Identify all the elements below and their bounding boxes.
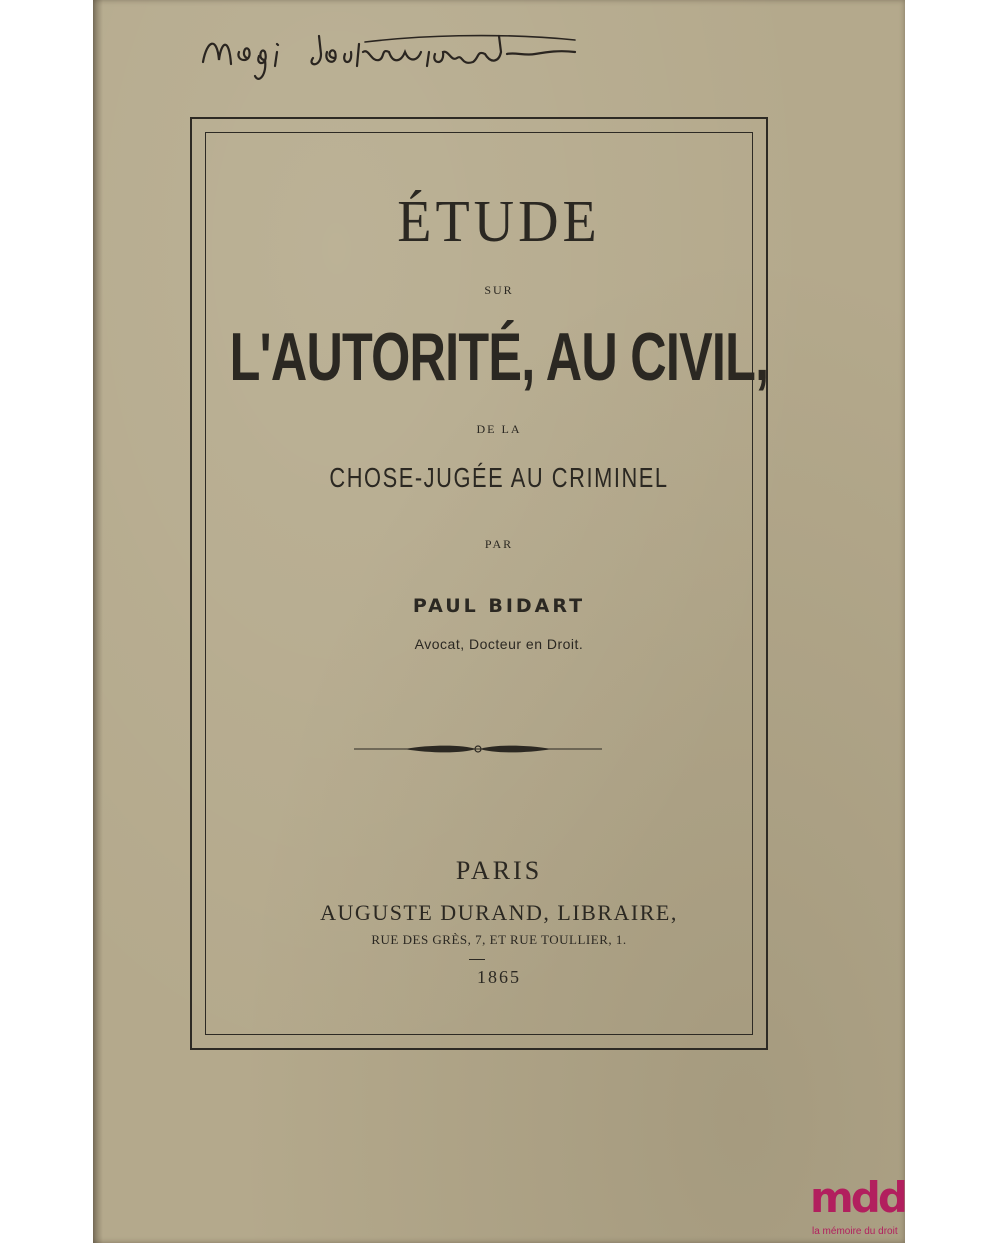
author-credentials: Avocat, Docteur en Droit.: [414, 636, 584, 652]
watermark-logo: [810, 1173, 905, 1243]
handwritten-signature: [195, 22, 695, 92]
title-word: ÉTUDE: [397, 189, 601, 255]
main-title: L'AUTORITÉ, AU CIVIL,: [229, 319, 769, 395]
imprint-city: PARIS: [455, 856, 543, 885]
watermark-brand: mdd: [810, 1173, 905, 1222]
imprint-address: RUE DES GRÈS, 7, ET RUE TOULLIER, 1.: [371, 932, 627, 947]
author-name: PAUL BIDART: [412, 595, 586, 617]
watermark-tagline: la mémoire du droit: [812, 1226, 898, 1237]
title-connector-de-la: DE LA: [476, 422, 522, 436]
title-connector-par: PAR: [484, 537, 514, 551]
imprint-year: 1865: [477, 967, 521, 987]
imprint-publisher: AUGUSTE DURAND, LIBRAIRE,: [320, 900, 678, 925]
cover-edge-shadow: [93, 0, 103, 1243]
decorative-rule: [354, 740, 602, 758]
small-divider: [469, 959, 485, 960]
subtitle: CHOSE-JUGÉE AU CRIMINEL: [329, 462, 669, 493]
title-connector-sur: SUR: [484, 283, 514, 297]
